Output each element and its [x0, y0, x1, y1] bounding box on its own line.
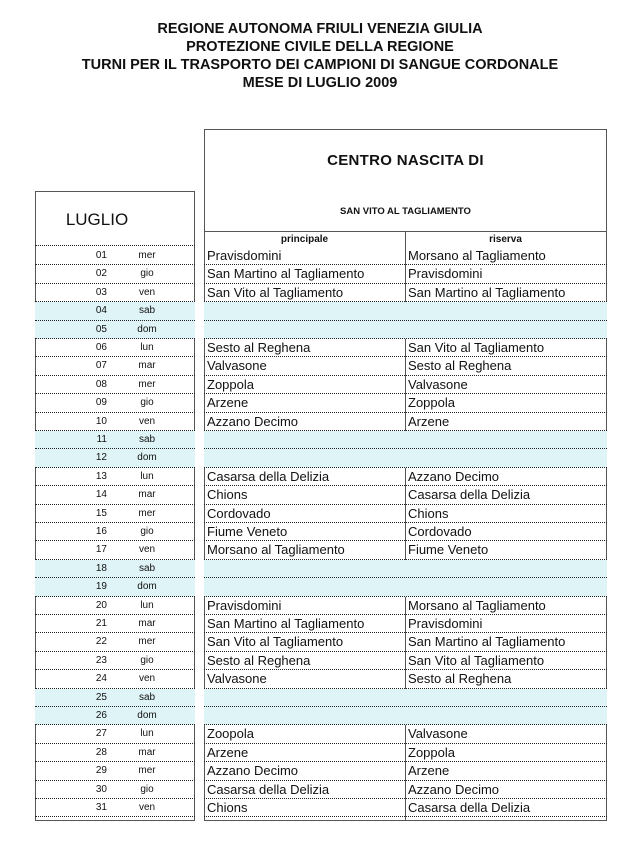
row-separator-left	[35, 816, 195, 817]
day-number: 17	[95, 544, 107, 556]
day-number: 09	[95, 397, 107, 409]
principale-cell: Chions	[207, 487, 248, 503]
riserva-cell: Pravisdomini	[408, 266, 483, 282]
month-label: LUGLIO	[65, 210, 129, 229]
day-number: 22	[95, 636, 107, 648]
principale-cell: Casarsa della Delizia	[207, 468, 330, 484]
header-line-protezione: PROTEZIONE CIVILE DELLA REGIONE	[186, 39, 454, 55]
day-number: 03	[95, 286, 107, 298]
riserva-cell: Arzene	[408, 763, 450, 779]
row-separator-right	[204, 816, 607, 817]
day-number: 13	[95, 470, 107, 482]
day-number: 26	[95, 710, 107, 721]
table-row	[35, 578, 607, 596]
day-name: dom	[137, 452, 157, 464]
table-row	[35, 725, 607, 743]
weekend-fill-right	[204, 302, 607, 320]
table-row	[35, 597, 607, 615]
day-name: ven	[138, 286, 156, 298]
table-row	[35, 799, 607, 817]
day-name: sab	[138, 562, 156, 574]
day-number: 06	[95, 342, 107, 353]
table-row	[35, 633, 607, 651]
weekend-fill-right	[204, 431, 607, 449]
document-header	[0, 20, 640, 92]
riserva-cell: Sesto al Reghena	[408, 671, 512, 687]
header-line-turni: TURNI PER IL TRASPORTO DEI CAMPIONI DI SANGUE CORDONALE	[81, 57, 559, 73]
riserva-cell: Azzano Decimo	[408, 468, 500, 484]
table-row	[35, 615, 607, 633]
principale-cell: Valvasone	[207, 358, 267, 374]
principale-cell: San Martino al Tagliamento	[207, 616, 365, 631]
riserva-cell: Fiume Veneto	[408, 542, 489, 558]
table-row	[35, 560, 607, 578]
riserva-cell: Casarsa della Delizia	[408, 800, 531, 815]
table-row	[35, 468, 607, 486]
weekend-fill-right	[204, 689, 607, 707]
riserva-cell: Zoppola	[408, 744, 455, 760]
riserva-cell: San Martino al Tagliamento	[408, 284, 566, 300]
principale-cell: Zoppola	[207, 376, 254, 392]
principale-cell: Cordovado	[207, 505, 271, 521]
table-row	[35, 652, 607, 670]
day-number: 29	[95, 765, 107, 777]
date-header-separator	[35, 245, 195, 246]
table-row	[35, 670, 607, 688]
day-number: 28	[95, 746, 107, 758]
table-row	[35, 321, 607, 339]
day-number: 08	[95, 378, 107, 390]
day-number: 05	[95, 323, 107, 335]
principale-cell: Sesto al Reghena	[207, 340, 311, 355]
day-number: 31	[95, 802, 107, 813]
riserva-cell: Valvasone	[408, 376, 468, 392]
table-row	[35, 357, 607, 375]
riserva-cell: Pravisdomini	[408, 616, 483, 631]
day-name: gio	[140, 268, 154, 280]
day-name: lun	[140, 470, 154, 482]
table-row	[35, 689, 607, 707]
day-name: mer	[138, 765, 156, 777]
day-number: 16	[95, 526, 107, 537]
day-number: 14	[95, 489, 107, 501]
riserva-cell: San Martino al Tagliamento	[408, 634, 566, 650]
day-name: dom	[137, 710, 157, 721]
weekend-fill-right	[204, 560, 607, 578]
day-number: 15	[95, 507, 107, 519]
day-number: 12	[95, 452, 107, 464]
col-riserva-header: riserva	[489, 234, 522, 245]
day-number: 21	[95, 618, 107, 629]
day-name: lun	[140, 599, 154, 611]
principale-cell: Casarsa della Delizia	[207, 781, 330, 797]
table-row	[35, 781, 607, 799]
riserva-cell: Azzano Decimo	[408, 781, 500, 797]
principale-cell: Pravisdomini	[207, 248, 282, 263]
header-line-region: REGIONE AUTONOMA FRIULI VENEZIA GIULIA	[157, 21, 483, 37]
col-principale-header: principale	[280, 234, 329, 245]
day-number: 01	[95, 250, 107, 261]
table-row	[35, 302, 607, 320]
day-number: 23	[95, 654, 107, 666]
riserva-cell: Sesto al Reghena	[408, 358, 512, 374]
table-row	[35, 762, 607, 780]
principale-cell: San Vito al Tagliamento	[207, 634, 344, 650]
table-row	[35, 284, 607, 302]
day-name: dom	[137, 323, 157, 335]
principale-cell: Arzene	[207, 395, 249, 411]
riserva-cell: Arzene	[408, 413, 450, 429]
location-title: SAN VITO AL TAGLIAMENTO	[340, 206, 471, 217]
table-row	[35, 247, 607, 265]
riserva-cell: Chions	[408, 505, 449, 521]
day-number: 04	[95, 305, 107, 317]
table-row	[35, 505, 607, 523]
table-row	[35, 376, 607, 394]
principale-cell: Chions	[207, 800, 248, 815]
riserva-cell: Valvasone	[408, 726, 468, 742]
date-table-header	[35, 191, 195, 246]
table-row	[35, 449, 607, 467]
day-name: gio	[140, 526, 154, 537]
principale-cell: Arzene	[207, 744, 249, 760]
table-row	[35, 744, 607, 762]
riserva-cell: Casarsa della Delizia	[408, 487, 531, 503]
day-number: 10	[95, 415, 107, 427]
weekend-fill-right	[204, 321, 607, 339]
principale-cell: Fiume Veneto	[207, 524, 288, 539]
day-name: mer	[138, 636, 156, 648]
table-row	[35, 339, 607, 357]
table-row	[35, 431, 607, 449]
day-name: lun	[140, 342, 154, 353]
day-name: ven	[138, 544, 156, 556]
day-name: mar	[138, 360, 156, 372]
weekend-fill-right	[204, 449, 607, 467]
header-line-mese: MESE DI LUGLIO 2009	[242, 75, 398, 91]
principale-cell: Sesto al Reghena	[207, 652, 311, 668]
day-number: 24	[95, 673, 107, 685]
day-name: sab	[138, 305, 156, 317]
weekend-fill-right	[204, 707, 607, 725]
riserva-cell: Zoppola	[408, 395, 455, 411]
day-name: mer	[138, 507, 156, 519]
day-name: gio	[140, 397, 154, 409]
day-number: 18	[95, 562, 107, 574]
day-name: mer	[138, 250, 156, 261]
day-name: gio	[140, 654, 154, 666]
day-number: 02	[95, 268, 107, 280]
table-row	[35, 541, 607, 559]
principale-cell: Valvasone	[207, 671, 267, 687]
day-name: sab	[138, 434, 156, 445]
day-number: 20	[95, 599, 107, 611]
day-name: ven	[138, 673, 156, 685]
principale-cell: San Vito al Tagliamento	[207, 284, 344, 300]
day-number: 11	[96, 434, 107, 445]
day-name: mer	[138, 378, 156, 390]
riserva-cell: Morsano al Tagliamento	[408, 248, 546, 263]
day-name: dom	[137, 581, 157, 593]
riserva-cell: San Vito al Tagliamento	[408, 340, 545, 355]
principale-cell: Morsano al Tagliamento	[207, 542, 345, 558]
day-name: ven	[138, 802, 156, 813]
riserva-cell: Morsano al Tagliamento	[408, 597, 546, 613]
day-name: ven	[138, 415, 156, 427]
table-row	[35, 486, 607, 504]
day-number: 27	[95, 728, 107, 740]
day-name: lun	[140, 728, 154, 740]
day-name: sab	[138, 691, 156, 703]
day-number: 25	[95, 691, 107, 703]
principale-cell: Zoopola	[207, 726, 254, 742]
riserva-cell: San Vito al Tagliamento	[408, 652, 545, 668]
principale-cell: Azzano Decimo	[207, 413, 299, 429]
day-name: mar	[138, 746, 156, 758]
principale-cell: Azzano Decimo	[207, 763, 299, 779]
weekend-fill-right	[204, 578, 607, 596]
day-name: mar	[138, 489, 156, 501]
day-number: 19	[95, 581, 107, 593]
day-name: gio	[140, 783, 154, 795]
table-row	[35, 265, 607, 283]
day-number: 30	[95, 783, 107, 795]
centro-nascita-title: CENTRO NASCITA DI	[327, 152, 484, 169]
principale-cell: San Martino al Tagliamento	[207, 266, 365, 282]
day-number: 07	[95, 360, 107, 372]
table-row	[35, 394, 607, 412]
table-row	[35, 413, 607, 431]
table-row	[35, 523, 607, 541]
principale-cell: Pravisdomini	[207, 597, 282, 613]
day-name: mar	[138, 618, 156, 629]
riserva-cell: Cordovado	[408, 524, 472, 539]
table-row	[35, 707, 607, 725]
